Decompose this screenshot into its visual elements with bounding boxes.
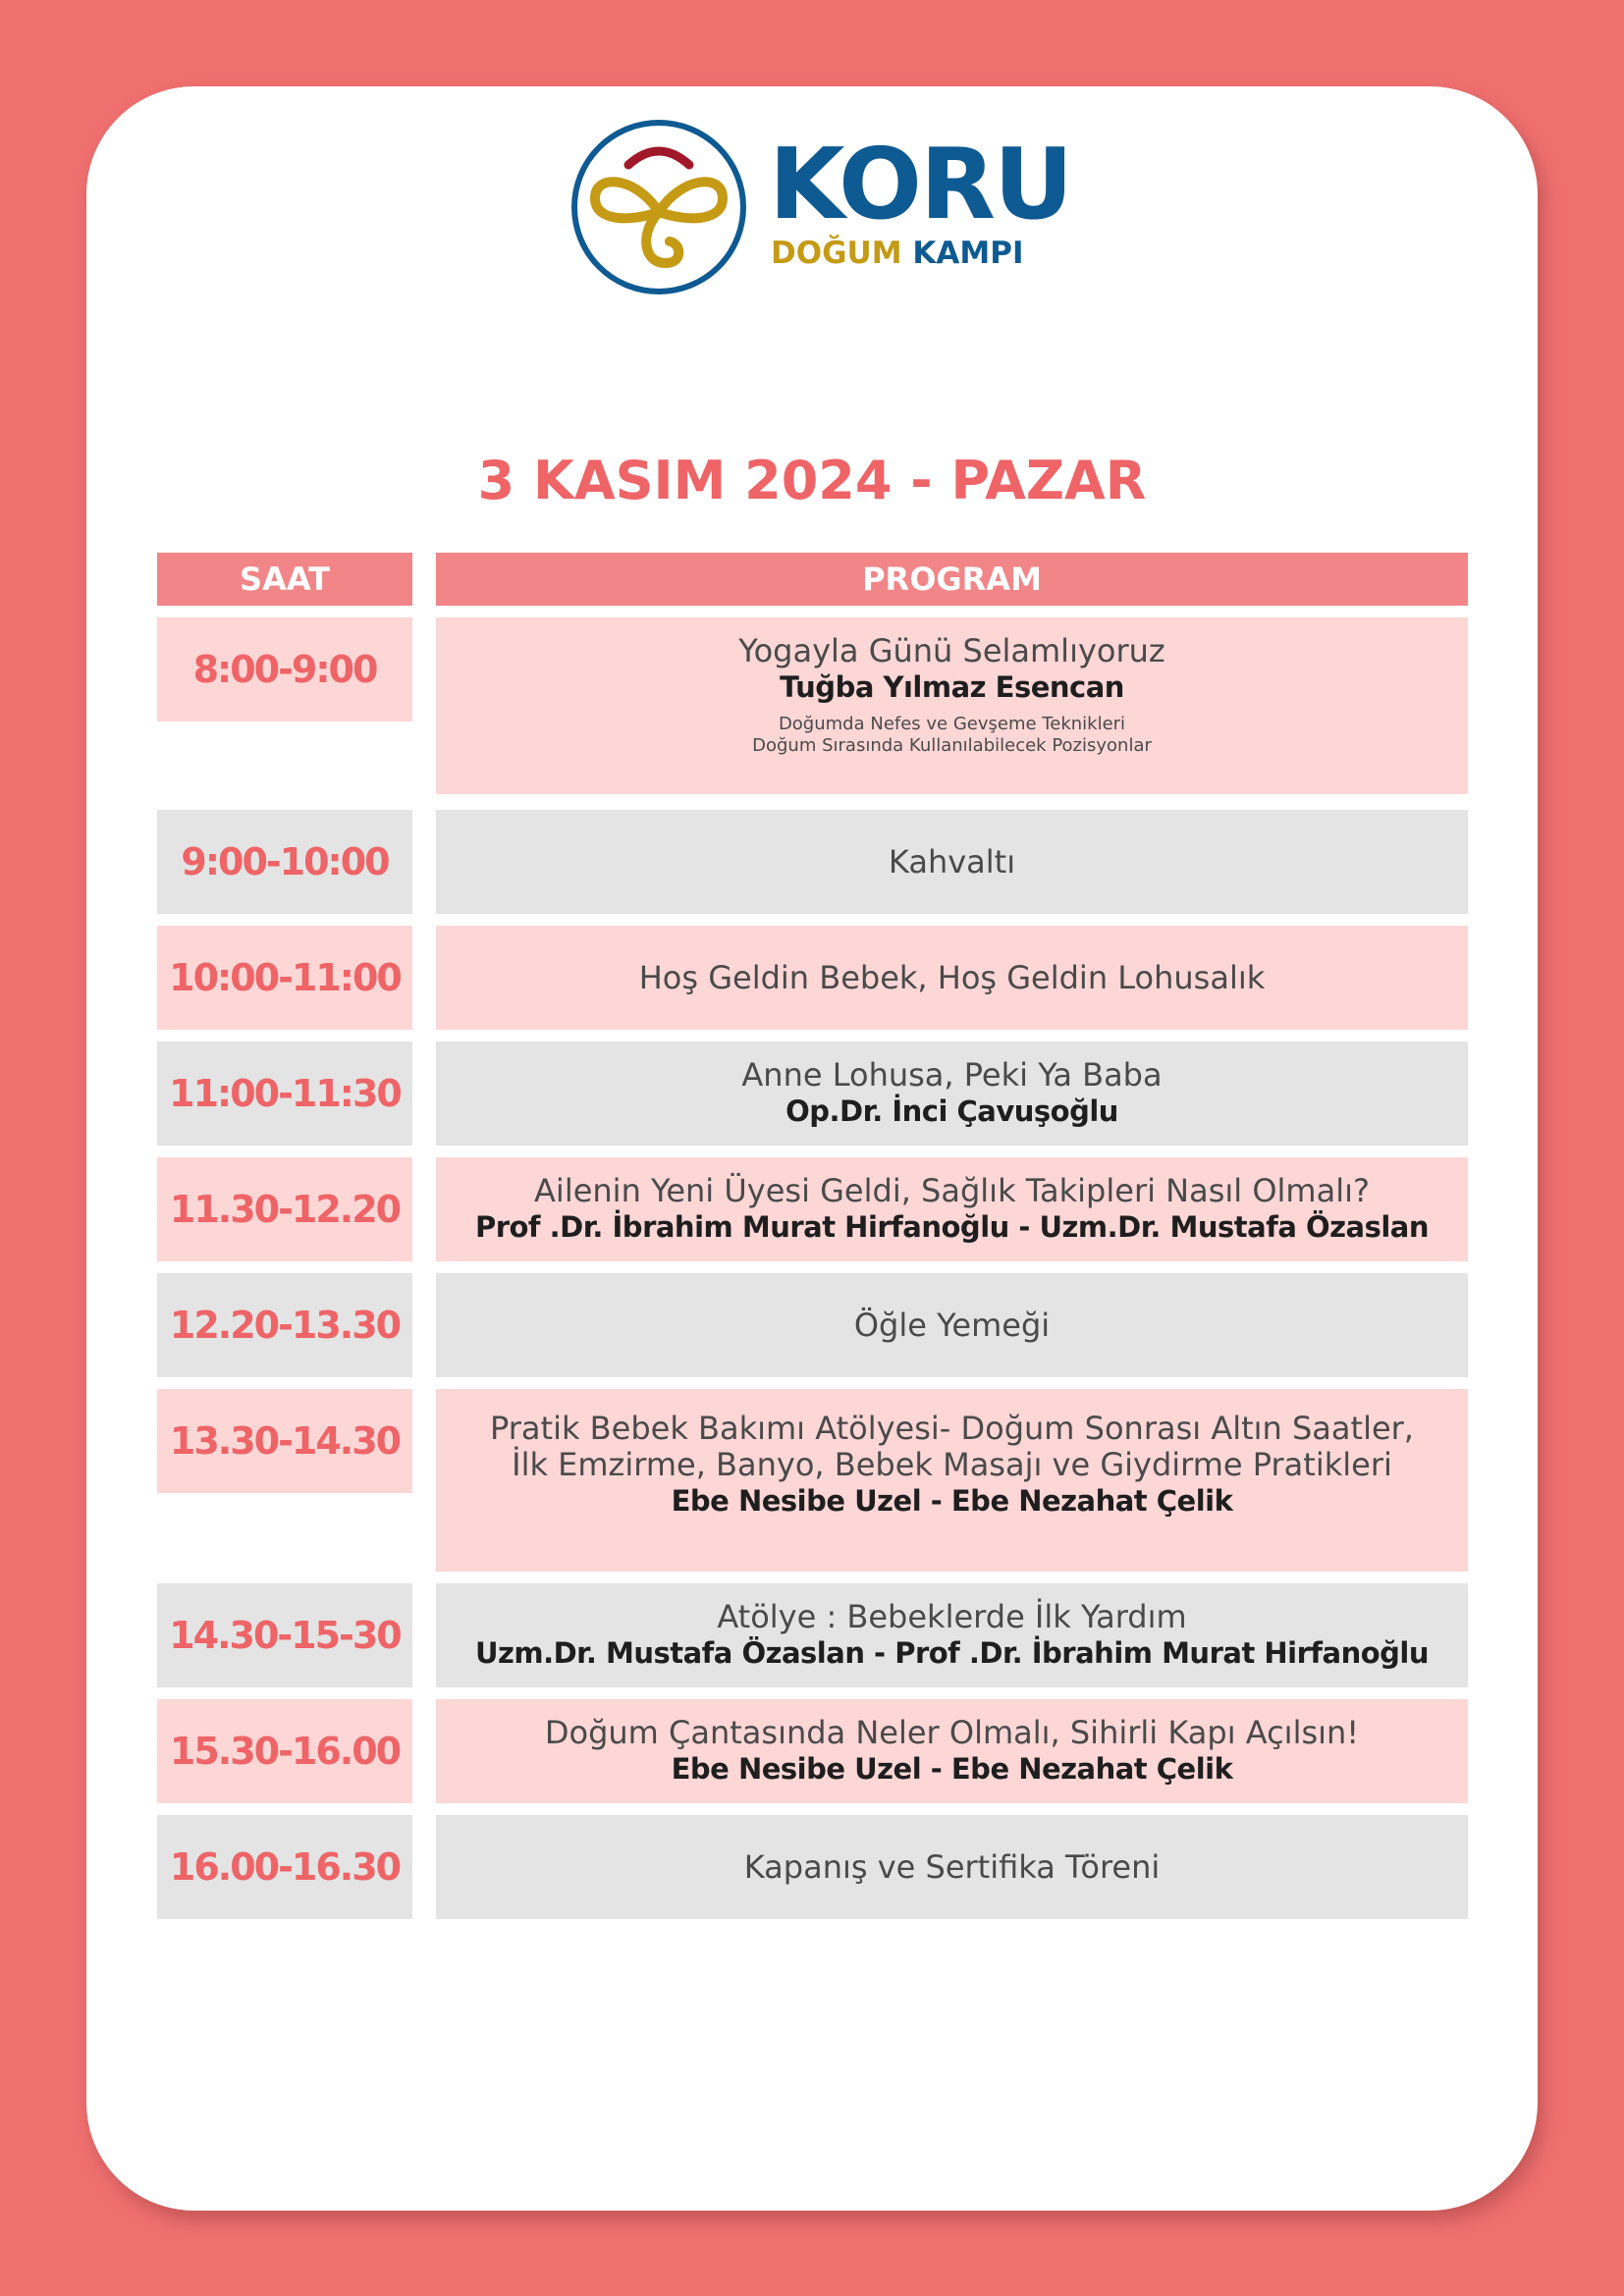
column-header-time: SAAT [157, 553, 412, 606]
program-cell [436, 810, 1468, 914]
session-title: Kapanış ve Sertifika Töreni [743, 1847, 1161, 1886]
session-speaker: Op.Dr. İnci Çavuşoğlu [785, 1095, 1118, 1128]
program-cell [436, 1583, 1468, 1687]
program-cell [436, 1699, 1468, 1803]
session-title: Ailenin Yeni Üyesi Geldi, Sağlık Takipleri Nasıl Olmalı? [534, 1172, 1370, 1209]
time-cell: 12.20-13.30 [157, 1273, 412, 1377]
brand-subtitle-gold: DOĞUM [771, 236, 902, 271]
time-cell: 13.30-14.30 [157, 1389, 412, 1493]
logo-emblem-icon [568, 116, 750, 298]
brand-subtitle-blue: KAMPI [912, 236, 1024, 271]
time-cell: 10:00-11:00 [157, 926, 412, 1030]
session-title: Kahvaltı [888, 842, 1016, 881]
program-cell [436, 1041, 1468, 1146]
page-title: 3 KASIM 2024 - PAZAR [477, 450, 1147, 511]
session-title: Atölye : Bebeklerde İlk Yardım [717, 1598, 1187, 1635]
session-speaker: Prof .Dr. İbrahim Murat Hirfanoğlu - Uzm.Dr. Mustafa Özaslan [474, 1210, 1430, 1244]
session-title: Doğum Çantasında Neler Olmalı, Sihirli Kapı Açılsın! [544, 1714, 1360, 1751]
session-title-line: Pratik Bebek Bakımı Atölyesi- Doğum Sonrası Altın Saatler, [490, 1410, 1414, 1447]
program-cell [436, 1273, 1468, 1377]
session-title: Öğle Yemeği [853, 1306, 1051, 1344]
time-cell: 9:00-10:00 [157, 810, 412, 914]
session-title: Hoş Geldin Bebek, Hoş Geldin Lohusalık [638, 958, 1266, 996]
session-title: Anne Lohusa, Peki Ya Baba [741, 1056, 1163, 1094]
brand-logo [568, 116, 1072, 302]
session-speaker: Ebe Nesibe Uzel - Ebe Nezahat Çelik [671, 1752, 1233, 1786]
session-note: Doğum Sırasında Kullanılabilecek Pozisyonlar [752, 735, 1152, 756]
program-cell [436, 617, 1468, 794]
brand-name: KORU [769, 127, 1072, 241]
time-cell: 11:00-11:30 [157, 1041, 412, 1146]
session-title: Yogayla Günü Selamlıyoruz [738, 632, 1165, 669]
time-cell: 14.30-15-30 [157, 1583, 412, 1687]
time-cell: 11.30-12.20 [157, 1157, 412, 1261]
program-cell [436, 1157, 1468, 1261]
session-title-line: İlk Emzirme, Banyo, Bebek Masajı ve Giydirme Pratikleri [512, 1446, 1392, 1483]
program-cell [436, 926, 1468, 1030]
session-note: Doğumda Nefes ve Gevşeme Teknikleri [778, 714, 1126, 734]
time-cell: 16.00-16.30 [157, 1815, 412, 1919]
time-cell: 8:00-9:00 [157, 617, 412, 721]
brand-subtitle [771, 236, 1023, 271]
session-speaker: Ebe Nesibe Uzel - Ebe Nezahat Çelik [671, 1484, 1233, 1518]
program-cell [436, 1389, 1468, 1572]
session-speaker: Uzm.Dr. Mustafa Özaslan - Prof .Dr. İbrahim Murat Hirfanoğlu [474, 1636, 1430, 1670]
program-cell [436, 1815, 1468, 1919]
session-speaker: Tuğba Yılmaz Esencan [780, 670, 1124, 704]
time-cell: 15.30-16.00 [157, 1699, 412, 1803]
column-header-program: PROGRAM [436, 553, 1468, 606]
